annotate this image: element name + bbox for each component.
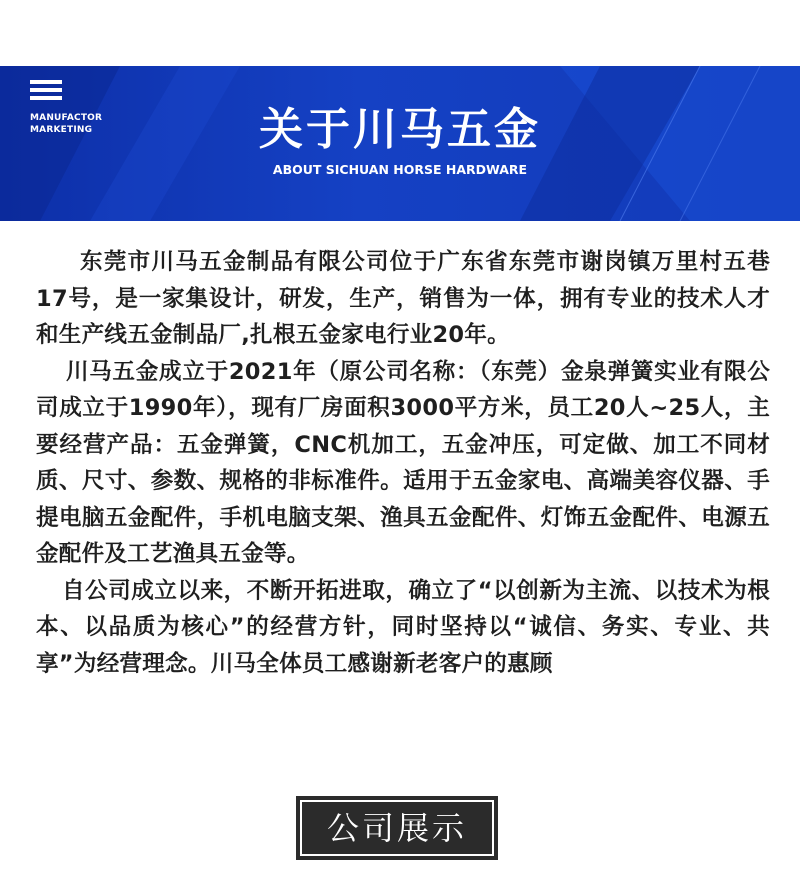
page-subtitle: ABOUT SICHUAN HORSE HARDWARE [272, 162, 528, 177]
brand-line-2: MARKETING [30, 125, 93, 135]
page-title: 关于川马五金 [259, 104, 541, 155]
about-content [36, 244, 770, 682]
hamburger-menu-icon[interactable] [30, 80, 62, 104]
about-paragraph-1: 东莞市川马五金制品有限公司位于广东省东莞市谢岗镇万里村五巷17号，是一家集设计，研发，生产，销售为一体，拥有专业的技术人才和生产线五金制品厂,扎根五金家电行业20年。 [36, 249, 770, 348]
about-paragraph-3: 自公司成立以来，不断开拓进取，确立了“以创新为主流、以技术为根本、以品质为核心”的经营方针，同时坚持以“诚信、务实、专业、共享”为经营理念。川马全体员工感谢新老客户的惠顾 [36, 577, 770, 677]
about-banner [0, 66, 800, 221]
company-showcase-button[interactable]: 公司展示 [296, 796, 498, 860]
about-paragraph-2: 川马五金成立于2021年（原公司名称：（东莞）金泉弹簧实业有限公司成立于1990年），现有厂房面积3000平方米，员工20人~25人，主要经营产品：五金弹簧，CNC机加工，五金冲压，可定做、加工不同材质、尺寸、参数、规格的非标准件。适用于五金家电、高端美容仪器、手提电脑五金配件，手机电脑支架、渔具五金配件、灯饰五金配件、电源五金配件及工艺渔具五金等。 [36, 358, 770, 567]
brand-line-1: MANUFACTOR [30, 113, 103, 123]
